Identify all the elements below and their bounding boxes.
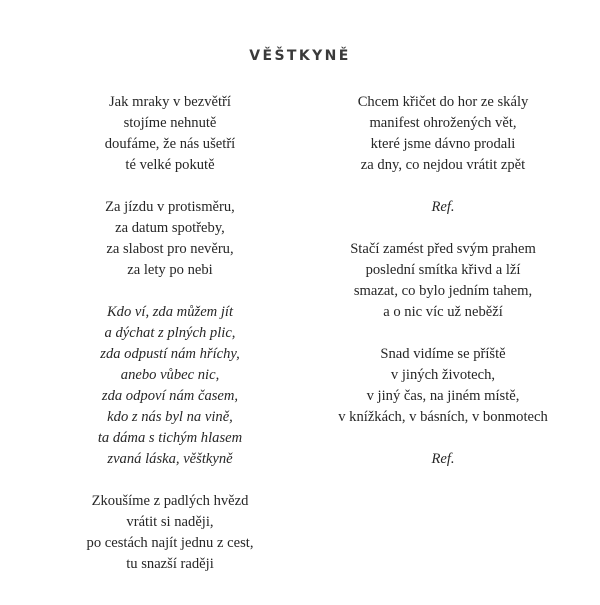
verse-line: v jiných životech,: [390, 367, 496, 383]
verse-line: té velké pokutě: [125, 157, 215, 173]
verse-line: a dýchat z plných plic,: [104, 325, 236, 341]
poem-title: VĚŠTKYNĚ: [249, 48, 351, 64]
stanza: [310, 344, 576, 428]
verse-line: Zkoušíme z padlých hvězd: [91, 493, 249, 509]
refrain-stanza: [40, 302, 300, 470]
verse-line: kdo z nás byl na vině,: [107, 409, 233, 425]
verse-line: poslední smítka křivd a lží: [365, 262, 521, 278]
verse-line: Kdo ví, zda můžem jít: [106, 304, 234, 320]
verse-line: Jak mraky v bezvětří: [109, 94, 231, 110]
right-column: [310, 92, 576, 491]
verse-line: Stačí zamést před svým prahem: [350, 241, 536, 257]
verse-line: za lety po nebi: [127, 262, 213, 278]
verse-line: po cestách najít jednu z cest,: [86, 535, 254, 551]
verse-line: za slabost pro nevěru,: [106, 241, 234, 257]
stanza: [40, 92, 300, 176]
verse-line: Snad vidíme se příště: [380, 346, 506, 362]
verse-line: v jiný čas, na jiném místě,: [366, 388, 520, 404]
verse-line: zvaná láska, věštkyně: [107, 451, 233, 467]
refrain-label: Ref.: [431, 451, 455, 467]
stanza: [310, 239, 576, 323]
refrain-label: Ref.: [431, 199, 455, 215]
verse-line: v knížkách, v básních, v bonmotech: [338, 409, 548, 425]
verse-line: doufáme, že nás ušetří: [104, 136, 236, 152]
stanza: [40, 491, 300, 575]
verse-line: a o nic víc už neběží: [383, 304, 503, 320]
refrain-marker: [310, 197, 576, 218]
verse-line: zda odpoví nám časem,: [101, 388, 239, 404]
stanza: [310, 92, 576, 176]
refrain-marker: [310, 449, 576, 470]
left-column: [40, 92, 300, 596]
verse-line: ta dáma s tichým hlasem: [97, 430, 243, 446]
verse-line: Chcem křičet do hor ze skály: [357, 94, 529, 110]
verse-line: za datum spotřeby,: [115, 220, 225, 236]
verse-line: za dny, co nejdou vrátit zpět: [360, 157, 526, 173]
verse-line: vrátit si naději,: [126, 514, 214, 530]
verse-line: anebo vůbec nic,: [120, 367, 220, 383]
verse-line: Za jízdu v protisměru,: [105, 199, 235, 215]
verse-line: tu snazší raději: [126, 556, 214, 572]
verse-line: manifest ohrožených vět,: [369, 115, 517, 131]
verse-line: stojíme nehnutě: [123, 115, 217, 131]
verse-line: smazat, co bylo jedním tahem,: [353, 283, 533, 299]
verse-line: zda odpustí nám hříchy,: [100, 346, 240, 362]
stanza: [40, 197, 300, 281]
verse-line: které jsme dávno prodali: [370, 136, 516, 152]
